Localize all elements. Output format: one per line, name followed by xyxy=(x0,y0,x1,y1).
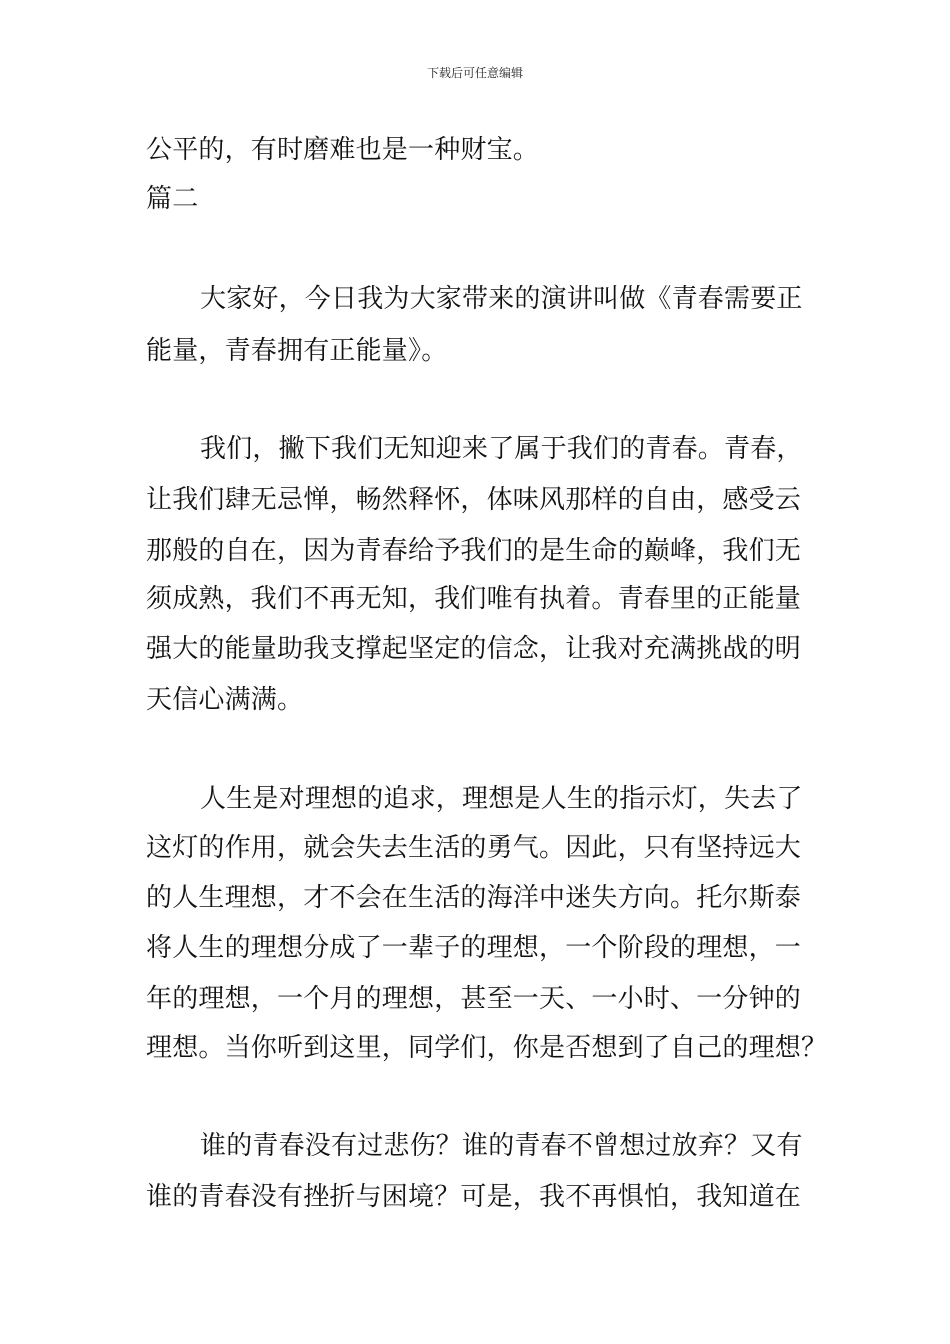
paragraph-line: 须成熟，我们不再无知，我们唯有执着。青春里的正能量 xyxy=(146,584,802,614)
paragraph-line: 谁的青春没有挫折与困境？可是，我不再惧怕，我知道在 xyxy=(146,1182,802,1212)
paragraph-line: 强大的能量助我支撑起坚定的信念，让我对充满挑战的明 xyxy=(146,634,802,664)
paragraph-line: 这灯的作用，就会失去生活的勇气。因此，只有坚持远大 xyxy=(146,833,802,863)
paragraph-line: 理想。当你听到这里，同学们，你是否想到了自己的理想？ xyxy=(146,1033,828,1063)
paragraph-line: 天信心满满。 xyxy=(146,685,304,715)
paragraph-line: 让我们肆无忌惮，畅然释怀，体味风那样的自由，感受云 xyxy=(146,485,802,515)
paragraph-line: 那般的自在，因为青春给予我们的是生命的巅峰，我们无 xyxy=(146,536,802,566)
paragraph-line: 能量，青春拥有正能量》。 xyxy=(146,336,448,366)
paragraph-line: 人生是对理想的追求，理想是人生的指示灯，失去了 xyxy=(200,784,803,814)
paragraph-line: 将人生的理想分成了一辈子的理想，一个阶段的理想，一 xyxy=(146,933,802,963)
section-heading: 篇二 xyxy=(146,184,199,214)
paragraph-line: 大家好，今日我为大家带来的演讲叫做《青春需要正 xyxy=(200,284,803,314)
paragraph-line: 年的理想，一个月的理想，甚至一天、一小时、一分钟的 xyxy=(146,984,802,1014)
page-header: 下载后可任意编辑 xyxy=(426,66,523,80)
paragraph-line: 我们，撇下我们无知迎来了属于我们的青春。青春， xyxy=(200,434,803,464)
paragraph-line: 谁的青春没有过悲伤？谁的青春不曾想过放弃？又有 xyxy=(200,1131,803,1161)
text-line: 公平的，有时磨难也是一种财宝。 xyxy=(146,135,540,165)
paragraph-line: 的人生理想，才不会在生活的海洋中迷失方向。托尔斯泰 xyxy=(146,883,802,913)
